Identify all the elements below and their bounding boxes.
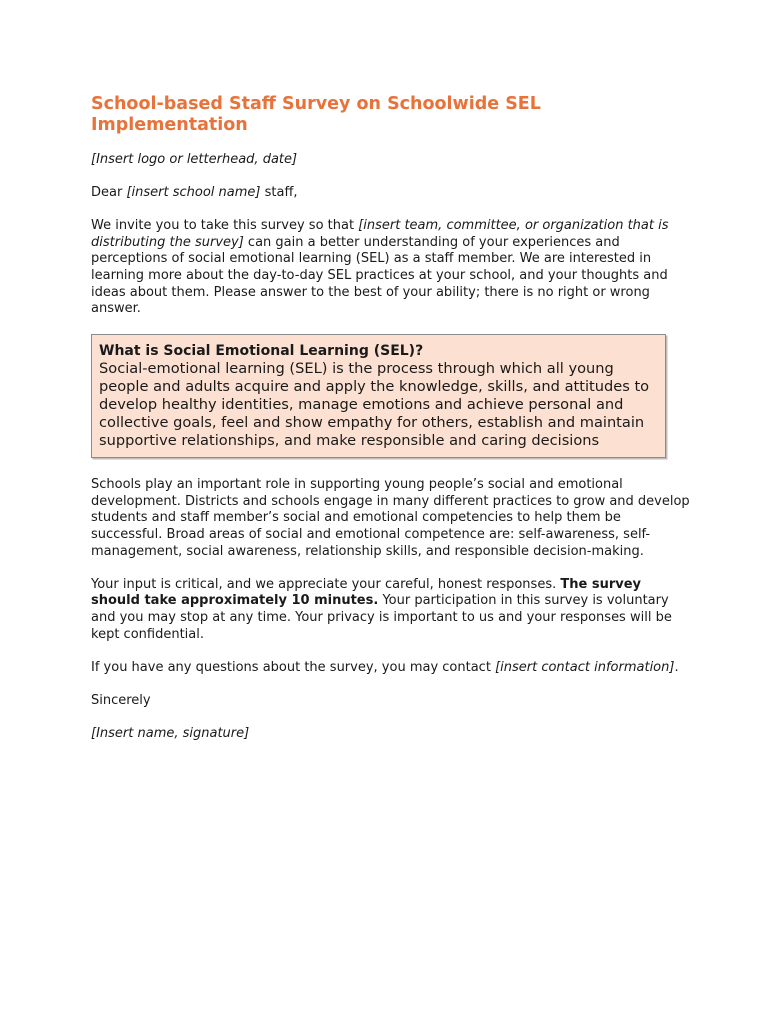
contact-placeholder: [insert contact information]: [495, 659, 675, 675]
school-name-placeholder: [insert school name]: [126, 185, 261, 201]
intro-paragraph: [91, 218, 691, 318]
intro-text-1: We invite you to take this survey so that: [91, 218, 359, 234]
contact-paragraph: [91, 660, 691, 677]
intro-text-2: can gain a better understanding of your experiences and perceptions of social emotional learning (SEL) as a staff member. We are interested in learning more about the day-to-day SEL practices at your school, and your thoughts and ideas about them. Please answer to the best of your ability; there is no right or wrong answer.: [91, 234, 668, 317]
survey-duration-note: The survey should take approximately 10 minutes.: [91, 576, 641, 609]
sel-box-heading: What is Social Emotional Learning (SEL)?: [99, 343, 424, 360]
contact-text-1: If you have any questions about the survey, you may contact: [91, 659, 496, 675]
greeting-suffix: staff,: [260, 185, 298, 201]
greeting: [91, 185, 691, 202]
input-paragraph: [91, 577, 691, 643]
schools-paragraph: Schools play an important role in supporting young people’s social and emotional development. Districts and schools engage in many different practices to grow and develop students and staff member’s social and emotional competencies to help them be successful. Broad areas of social and emotional competence are: self-awareness, self-management, social awareness, relationship skills, and responsible decision-making.: [91, 477, 690, 559]
greeting-prefix: Dear: [91, 185, 127, 201]
contact-text-2: .: [674, 659, 679, 675]
page-title: School-based Staff Survey on Schoolwide SEL Implementation: [91, 94, 541, 135]
letter-page: [91, 94, 691, 759]
signature-placeholder: [Insert name, signature]: [91, 725, 250, 741]
closing: Sincerely: [91, 692, 151, 708]
input-text-2: Your participation in this survey is voluntary and you may stop at any time. Your privacy is important to us and your responses will be kept confidential.: [91, 593, 672, 642]
sel-box-body: Social-emotional learning (SEL) is the process through which all young people and adults acquire and apply the knowledge, skills, and attitudes to develop healthy identities, manage emotions and achieve personal and collective goals, feel and show empathy for others, establish and maintain supportive relationships, and make responsible and caring decisions: [99, 360, 650, 450]
sel-definition-box: [91, 334, 666, 458]
input-text-1: Your input is critical, and we appreciate your careful, honest responses.: [91, 576, 561, 592]
team-placeholder: [insert team, committee, or organization that is distributing the survey]: [91, 218, 669, 250]
logo-placeholder: [Insert logo or letterhead, date]: [91, 152, 298, 167]
